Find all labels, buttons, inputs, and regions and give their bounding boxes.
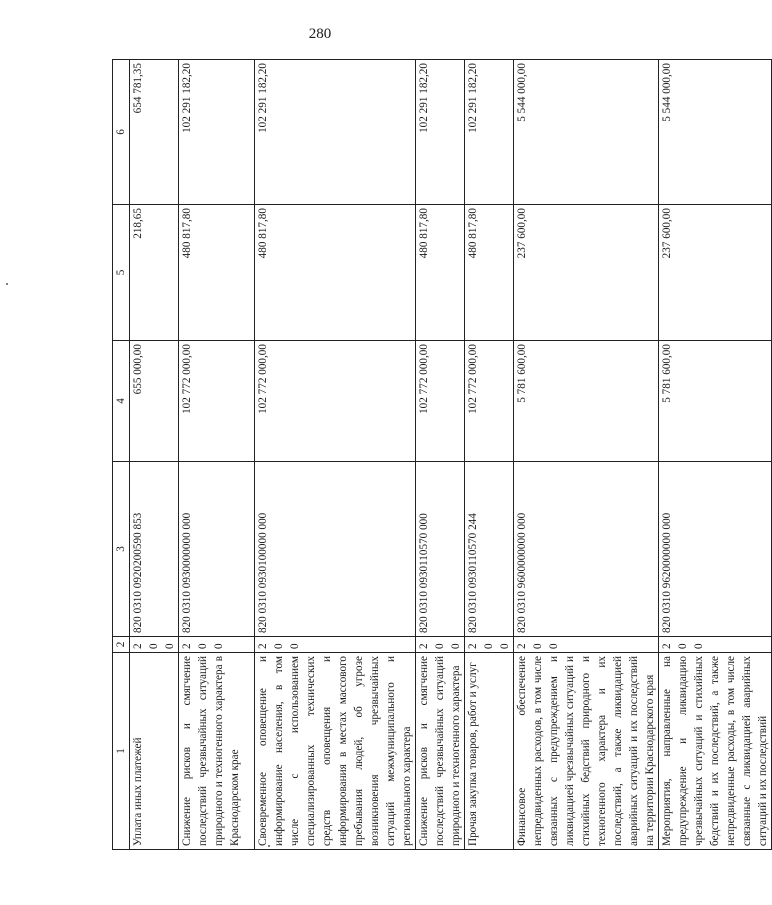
row-name: Финансовое обеспечение непредвиденных расходов, в том числе связанных с предупреждением и ликвидацией чрезвычайных ситуаций и стихийных бедствий природного и техногенного характера и их последствий, а также ликвидацией аварийных ситуаций и их последствий на территории Краснодарского края <box>514 653 659 850</box>
row-amount-col4: 655 000,00 <box>130 341 179 462</box>
row-code: 200 <box>255 637 416 653</box>
row-code: 200 <box>465 637 514 653</box>
table-row <box>130 60 179 850</box>
row-amount-col4: 5 781 600,00 <box>514 341 659 462</box>
row-code: 200 <box>130 637 179 653</box>
row-amount-col6: 5 544 000,00 <box>659 60 772 205</box>
row-amount-col5: 237 600,00 <box>514 205 659 341</box>
row-name: Мероприятия, направленные на предупреждение и ликвидацию чрезвычайных ситуаций и стихийных бедствий и их последствий, а также непредвиденные расходы, в том числе связанные с ликвидацией аварийных ситуаций и их последствий <box>659 653 772 850</box>
row-kbk: 820 0310 9600000000 000 <box>514 462 659 637</box>
table-header-row <box>113 60 130 850</box>
row-amount-col6: 102 291 182,20 <box>465 60 514 205</box>
row-amount-col6: 102 291 182,20 <box>416 60 465 205</box>
header-cell: 6 <box>113 60 130 205</box>
row-kbk: 820 0310 0920200590 853 <box>130 462 179 637</box>
row-code: 200 <box>179 637 255 653</box>
row-amount-col5: 480 817,80 <box>416 205 465 341</box>
row-amount-col4: 102 772 000,00 <box>179 341 255 462</box>
row-code: 200 <box>659 637 772 653</box>
row-amount-col6: 654 781,35 <box>130 60 179 205</box>
row-kbk: 820 0310 0930110570 000 <box>416 462 465 637</box>
row-name: Своевременное оповещение и информирование населения, в том числе с использованием специализированных технических средств оповещения и информирования в местах массового пребывания людей, об угрозе возникновения чрезвычайных ситуаций межмуниципального и регионального характера <box>255 653 416 850</box>
header-cell: 1 <box>113 653 130 850</box>
row-amount-col5: 480 817,80 <box>465 205 514 341</box>
table-row <box>179 60 255 850</box>
page-number: 280 <box>308 26 332 42</box>
row-amount-col5: 480 817,80 <box>179 205 255 341</box>
row-code: 200 <box>416 637 465 653</box>
row-amount-col5: 237 600,00 <box>659 205 772 341</box>
row-kbk: 820 0310 9620000000 000 <box>659 462 772 637</box>
header-cell: 4 <box>113 341 130 462</box>
row-amount-col6: 5 544 000,00 <box>514 60 659 205</box>
table-row <box>659 60 772 850</box>
budget-table <box>112 59 772 850</box>
row-amount-col6: 102 291 182,20 <box>255 60 416 205</box>
header-cell: 5 <box>113 205 130 341</box>
row-amount-col5: 480 817,80 <box>255 205 416 341</box>
rotated-table-container <box>112 60 769 850</box>
row-name: Снижение рисков и смягчение последствий чрезвычайных ситуаций природного и техногенного характера <box>416 653 465 850</box>
row-amount-col4: 102 772 000,00 <box>416 341 465 462</box>
row-kbk: 820 0310 0930110570 244 <box>465 462 514 637</box>
row-kbk: 820 0310 0930100000 000 <box>255 462 416 637</box>
row-amount-col6: 102 291 182,20 <box>179 60 255 205</box>
header-cell: 2 <box>113 637 130 653</box>
scan-speck <box>6 283 8 285</box>
row-amount-col4: 102 772 000,00 <box>465 341 514 462</box>
table-row <box>514 60 659 850</box>
row-name: Прочая закупка товаров, работ и услуг <box>465 653 514 850</box>
table-row <box>465 60 514 850</box>
row-amount-col5: 218,65 <box>130 205 179 341</box>
row-amount-col4: 5 781 600,00 <box>659 341 772 462</box>
table-row <box>416 60 465 850</box>
table-row <box>255 60 416 850</box>
row-kbk: 820 0310 0930000000 000 <box>179 462 255 637</box>
row-code: 200 <box>514 637 659 653</box>
row-amount-col4: 102 772 000,00 <box>255 341 416 462</box>
row-name: Уплата иных платежей <box>130 653 179 850</box>
row-name: Снижение рисков и смягчение последствий чрезвычайных ситуаций природного и техногенного характера в Краснодарском крае <box>179 653 255 850</box>
header-cell: 3 <box>113 462 130 637</box>
